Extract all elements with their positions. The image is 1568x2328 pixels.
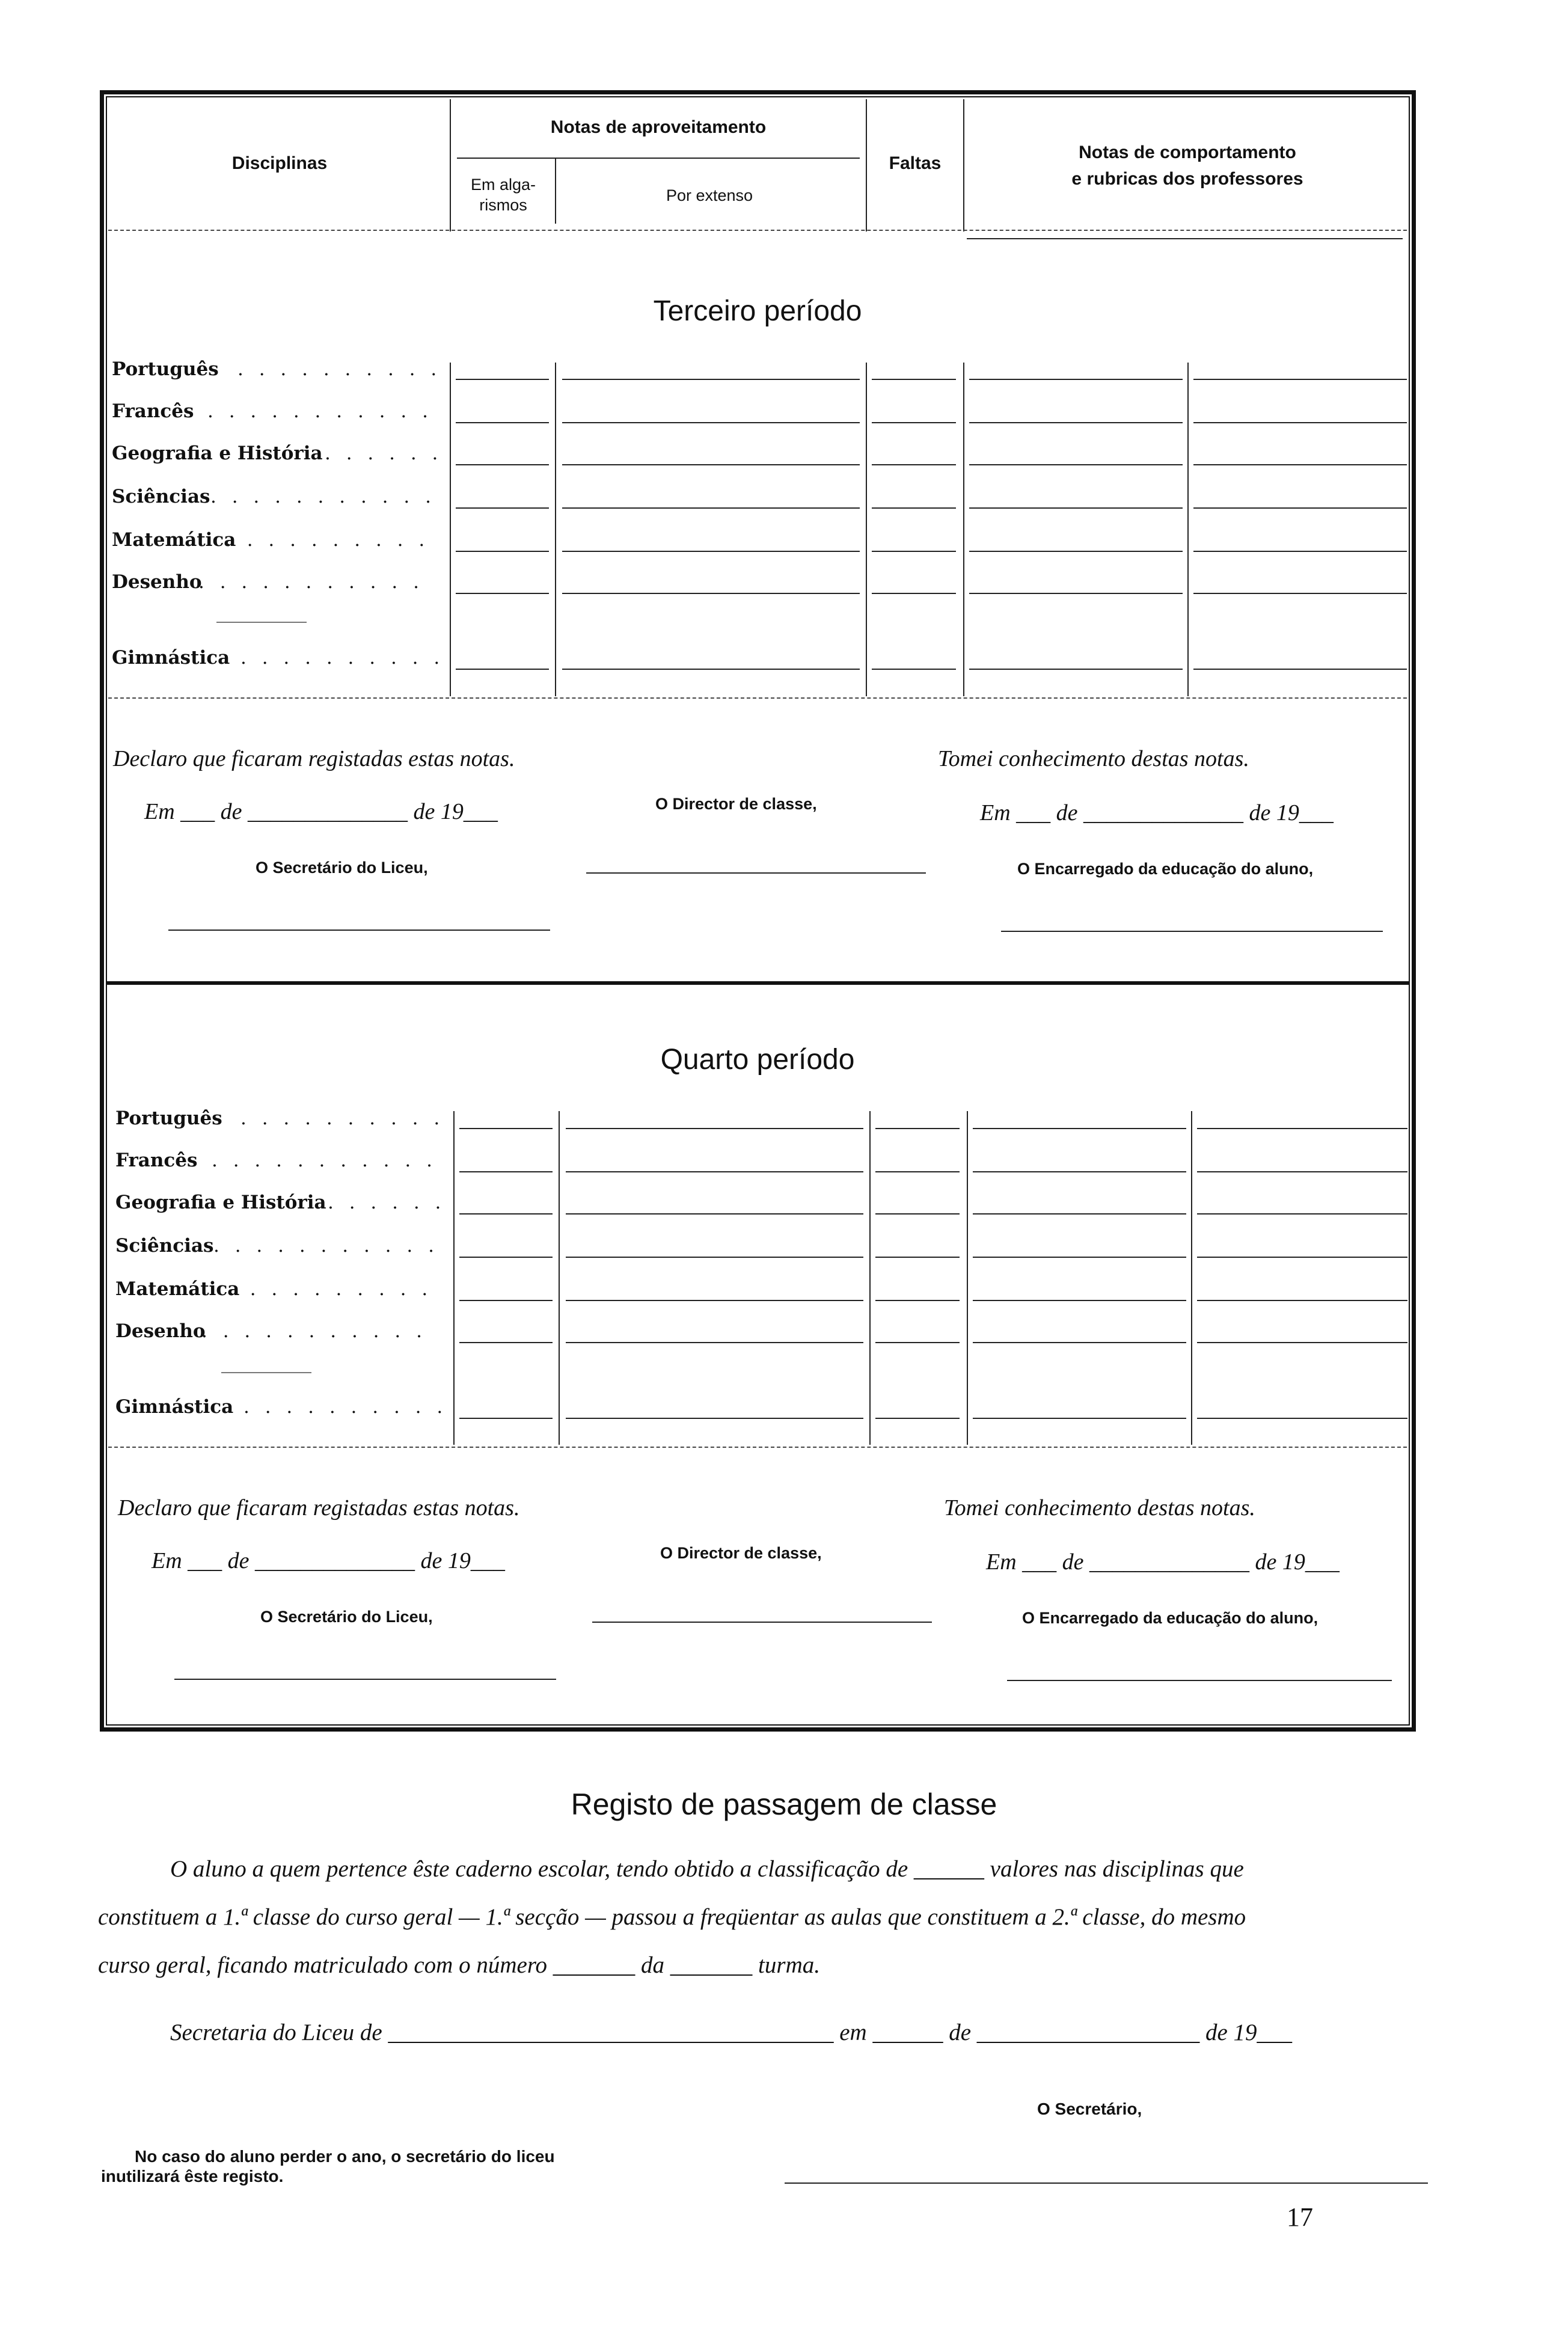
p2-em-line-right: Em ___ de ______________ de 19___ bbox=[986, 1549, 1340, 1575]
p1-desenho-short-rule bbox=[216, 622, 307, 623]
p2-tomei: Tomei conhecimento destas notas. bbox=[944, 1495, 1255, 1521]
p1-subject-sciencias: Sciências bbox=[112, 486, 210, 507]
p1-em-line-right: Em ___ de ______________ de 19___ bbox=[980, 800, 1334, 826]
p1-table-bottom bbox=[108, 697, 1407, 699]
p2-subject-portugues: Português bbox=[115, 1107, 222, 1129]
p2-subject-matematica: Matemática bbox=[115, 1278, 240, 1300]
p1-subject-geografia: Geografia e História bbox=[112, 443, 323, 464]
p1-declaro: Declaro que ficaram registadas estas notas. bbox=[113, 746, 515, 771]
p2-subject-desenho: Desenho bbox=[115, 1320, 206, 1342]
header-sep-3 bbox=[963, 99, 964, 231]
p2-subject-frances: Francês bbox=[115, 1150, 198, 1171]
p1-subject-desenho: Desenho bbox=[112, 571, 202, 593]
p1-encarregado: O Encarregado da educação do aluno, bbox=[1017, 860, 1314, 878]
registo-title: Registo de passagem de classe bbox=[571, 1787, 997, 1821]
registo-line-3: curso geral, ficando matriculado com o número _______ da _______ turma. bbox=[98, 1952, 820, 1978]
p2-col-1 bbox=[453, 1111, 455, 1445]
p1-dots-2: . . . . . . . . . . . bbox=[207, 400, 433, 422]
p2-table-bottom bbox=[108, 1447, 1407, 1448]
header-sep-1 bbox=[450, 99, 451, 231]
registo-note: No caso do aluno perder o ano, o secretário do liceu inutilizará êste registo. bbox=[101, 2147, 555, 2186]
period-title-2: Quarto período bbox=[660, 1044, 855, 1076]
p1-secretario-signature-line bbox=[168, 930, 550, 931]
p1-dots-4: . . . . . . . . . . . bbox=[210, 486, 436, 507]
p2-subject-geografia: Geografia e História bbox=[115, 1192, 326, 1213]
p2-encarregado-signature-line bbox=[1007, 1680, 1392, 1681]
header-bottom-rule bbox=[108, 230, 1407, 231]
period-title-1: Terceiro período bbox=[653, 295, 862, 327]
header-extenso: Por extenso bbox=[666, 186, 753, 204]
header-comport-rule bbox=[967, 238, 1403, 239]
p1-dots-5: . . . . . . . . . . bbox=[225, 529, 430, 551]
registo-secretaria: Secretaria do Liceu de ______________________________________ em ______ de ___________________ de 19___ bbox=[170, 2020, 1293, 2045]
p1-secretario: O Secretário do Liceu, bbox=[256, 859, 428, 877]
p2-dots-1: . . . . . . . . . . bbox=[240, 1107, 445, 1129]
p2-dots-4: . . . . . . . . . . . bbox=[213, 1235, 439, 1257]
p2-subject-gimnastica: Gimnástica bbox=[115, 1396, 234, 1418]
p1-col-2 bbox=[555, 363, 556, 696]
p1-director-signature-line bbox=[586, 872, 926, 874]
p2-dots-5: . . . . . . . . . . bbox=[228, 1278, 433, 1300]
p1-em-line: Em ___ de ______________ de 19___ bbox=[144, 799, 498, 824]
p2-col-2 bbox=[559, 1111, 560, 1445]
p2-encarregado: O Encarregado da educação do aluno, bbox=[1022, 1609, 1318, 1627]
page-number: 17 bbox=[1287, 2202, 1313, 2232]
p2-dots-6: . . . . . . . . . . . bbox=[201, 1320, 427, 1342]
header-notas-underline bbox=[457, 158, 860, 159]
p1-dots-6: . . . . . . . . . . . bbox=[198, 571, 424, 593]
p2-col-3 bbox=[869, 1111, 871, 1445]
table-frame-inner bbox=[106, 96, 1410, 1726]
p1-subject-matematica: Matemática bbox=[112, 529, 236, 551]
p1-dots-3: . . . . . . bbox=[325, 443, 443, 464]
p1-encarregado-signature-line bbox=[1001, 931, 1383, 932]
p1-dots-7: . . . . . . . . . . bbox=[240, 647, 445, 669]
p2-desenho-short-rule bbox=[221, 1372, 311, 1373]
p1-col-1 bbox=[450, 363, 451, 696]
registo-line-1: O aluno a quem pertence êste caderno escolar, tendo obtido a classificação de ______ valores nas disciplinas que bbox=[170, 1856, 1244, 1882]
p2-secretario-signature-line bbox=[174, 1679, 556, 1680]
header-disciplinas: Disciplinas bbox=[231, 153, 328, 173]
p2-director: O Director de classe, bbox=[660, 1544, 822, 1562]
header-comportamento: Notas de comportamento e rubricas dos professores bbox=[1071, 142, 1303, 189]
header-faltas: Faltas bbox=[889, 153, 942, 173]
registo-signature-line bbox=[785, 2182, 1428, 2184]
p1-subject-frances: Francês bbox=[112, 400, 194, 422]
p1-subject-portugues: Português bbox=[112, 358, 219, 380]
p1-subject-gimnastica: Gimnástica bbox=[112, 647, 230, 669]
p2-col-5 bbox=[1191, 1111, 1192, 1445]
p2-secretario: O Secretário do Liceu, bbox=[260, 1608, 433, 1626]
header-sep-alg bbox=[555, 158, 556, 224]
p1-director: O Director de classe, bbox=[655, 795, 817, 813]
p2-dots-7: . . . . . . . . . . bbox=[243, 1396, 448, 1418]
p2-dots-2: . . . . . . . . . . . bbox=[212, 1150, 437, 1171]
p2-col-4 bbox=[967, 1111, 968, 1445]
p2-em-line: Em ___ de ______________ de 19___ bbox=[152, 1548, 505, 1573]
p1-col-3 bbox=[866, 363, 867, 696]
header-sep-2 bbox=[866, 99, 867, 231]
registo-secretario: O Secretário, bbox=[1037, 2100, 1142, 2118]
header-algarismos: Em alga- rismos bbox=[470, 176, 536, 214]
p2-dots-3: . . . . . . bbox=[328, 1192, 446, 1213]
p1-tomei: Tomei conhecimento destas notas. bbox=[938, 746, 1249, 771]
period-separator bbox=[106, 981, 1410, 985]
registo-line-2: constituem a 1.ª classe do curso geral — 1.ª secção — passou a freqüentar as aulas que constituem a 2.ª classe, do mesmo bbox=[98, 1904, 1246, 1930]
p2-director-signature-line bbox=[592, 1622, 932, 1623]
p1-dots-1: . . . . . . . . . . bbox=[237, 358, 442, 380]
p1-col-5 bbox=[1187, 363, 1189, 696]
p2-subject-sciencias: Sciências bbox=[115, 1235, 214, 1257]
header-notas: Notas de aproveitamento bbox=[550, 117, 767, 137]
p1-col-4 bbox=[963, 363, 964, 696]
p2-declaro: Declaro que ficaram registadas estas notas. bbox=[118, 1495, 520, 1521]
